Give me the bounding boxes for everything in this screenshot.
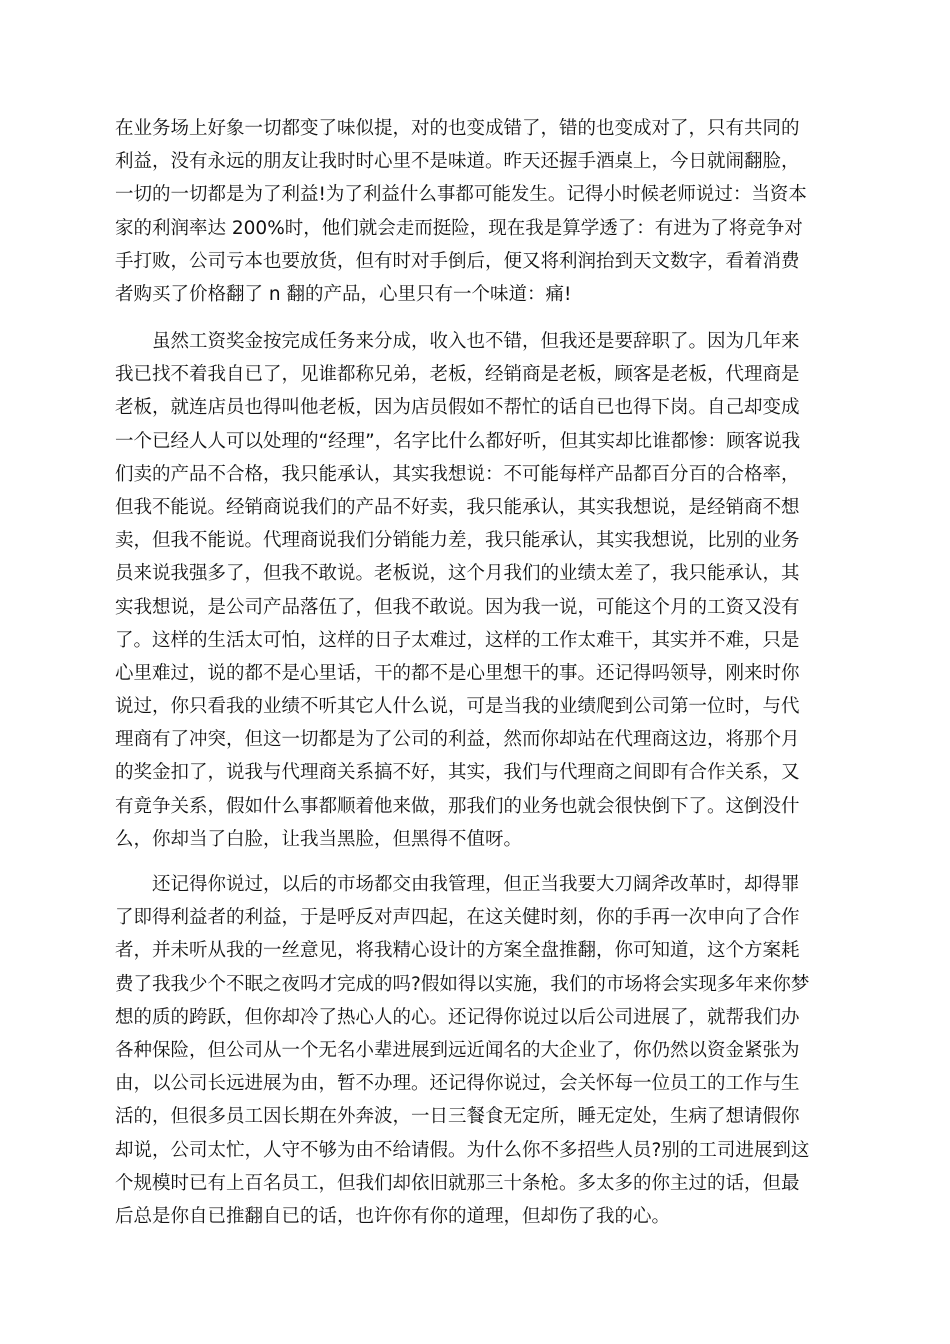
paragraph-2 [115, 325, 835, 856]
paragraph-line: 在业务场上好象一切都变了味似提，对的也变成错了，错的也变成对了，只有共同的 [115, 118, 800, 139]
paragraph-line: 者购买了价格翻了 n 翻的产品，心里只有一个味道：痛! [115, 283, 572, 305]
paragraph-line: 有竟争关系，假如什么事都顺着他来做，那我们的业务也就会很快倒下了。这倒没什 [115, 795, 800, 817]
paragraph-line: 卖，但我不能说。代理商说我们分销能力差，我只能承认，其实我想说，比别的业务 [115, 530, 800, 552]
paragraph-line: 却说，公司太忙，人守不够为由不给请假。为什么你不多招些人员?别的工司进展到这 [115, 1139, 810, 1161]
paragraph-line: 活的，但很多员工因长期在外奔波，一日三餐食无定所，睡无定处，生病了想请假你 [115, 1106, 800, 1128]
paragraph-line: 说过，你只看我的业绩不听其它人什么说，可是当我的业绩爬到公司第一位时，与代 [115, 696, 800, 718]
paragraph-line: 各种保险，但公司从一个无名小辈进展到远近闻名的大企业了，你仍然以资金紧张为 [115, 1039, 800, 1061]
paragraph-line: 费了我我少个不眠之夜吗才完成的吗?假如得以实施，我们的市场将会实现多年来你梦 [115, 973, 810, 995]
paragraph-line: 么，你却当了白脸，让我当黑脸，但黑得不值呀。 [115, 828, 523, 850]
paragraph-line: 员来说我强多了，但我不敢说。老板说，这个月我们的业绩太差了，我只能承认，其 [115, 563, 800, 585]
paragraph-line: 利益，没有永远的朋友让我时时心里不是味道。昨天还握手酒桌上，今日就闹翻脸， [115, 151, 800, 173]
paragraph-line: 虽然工资奖金按完成任务来分成，收入也不错，但我还是要辞职了。因为几年来 [115, 331, 800, 352]
paragraph-line: 后总是你自已推翻自已的话，也许你有你的道理，但却伤了我的心。 [115, 1205, 671, 1227]
paragraph-line: 想的质的跨跃，但你却冷了热心人的心。还记得你说过以后公司进展了，就帮我们办 [115, 1006, 800, 1028]
paragraph-line: 我已找不着我自已了，见谁都称兄弟，老板，经销商是老板，顾客是老板，代理商是 [115, 364, 800, 386]
paragraph-3 [115, 868, 835, 1233]
paragraph-line: 们卖的产品不合格，我只能承认，其实我想说：不可能每样产品都百分百的合格率， [115, 463, 800, 485]
paragraph-line: 手打败，公司亏本也要放货，但有时对手倒后，便又将利润抬到天文数字，看着消费 [115, 250, 800, 272]
paragraph-line: 还记得你说过，以后的市场都交由我管理，但正当我要大刀阔斧改革时，却得罪 [115, 874, 800, 895]
paragraph-line: 一切的一切都是为了利益!为了利益什么事都可能发生。记得小时候老师说过：当资本 [115, 184, 807, 206]
paragraph-line: 由，以公司长远进展为由，暂不办理。还记得你说过，会关怀每一位员工的工作与生 [115, 1073, 800, 1095]
paragraph-line: 个规模时已有上百名员工，但我们却依旧就那三十条枪。多太多的你主过的话，但最 [115, 1172, 800, 1194]
paragraph-line: 一个已经人人可以处理的“经理”，名字比什么都好听，但其实却比谁都惨：顾客说我 [115, 430, 801, 452]
paragraph-line: 但我不能说。经销商说我们的产品不好卖，我只能承认，其实我想说，是经销商不想 [115, 496, 800, 518]
paragraph-line: 理商有了冲突，但这一切都是为了公司的利益，然而你却站在代理商这边，将那个月 [115, 729, 800, 751]
paragraph-line: 老板，就连店员也得叫他老板，因为店员假如不帮忙的话自已也得下岗。自己却变成 [115, 397, 800, 419]
paragraph-line: 了。这样的生活太可怕，这样的日子太难过，这样的工作太难干，其实并不难，只是 [115, 629, 800, 651]
paragraph-line: 家的利润率达 200%时，他们就会走而挺险，现在我是算学透了：有进为了将竞争对 [115, 217, 803, 239]
paragraph-line: 的奖金扣了，说我与代理商关系搞不好，其实，我们与代理商之间即有合作关系，又 [115, 762, 800, 784]
paragraph-line: 者，并未听从我的一丝意见，将我精心设计的方案全盘推翻，你可知道，这个方案耗 [115, 940, 800, 962]
paragraph-line: 实我想说，是公司产品落伍了，但我不敢说。因为我一说，可能这个月的工资又没有 [115, 596, 800, 618]
paragraph-1 [115, 112, 835, 311]
paragraph-line: 心里难过，说的都不是心里话，干的都不是心里想干的事。还记得吗领导，刚来时你 [115, 662, 800, 684]
paragraph-line: 了即得利益者的利益，于是呼反对声四起，在这关健时刻，你的手再一次申向了合作 [115, 907, 800, 929]
